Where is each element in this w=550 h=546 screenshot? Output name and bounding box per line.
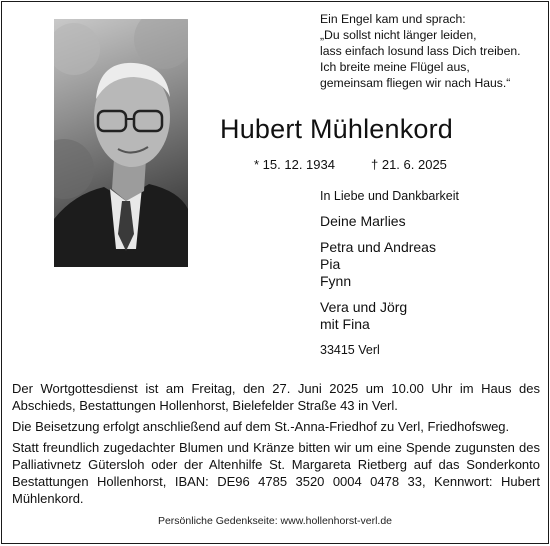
mourner-group xyxy=(320,239,540,290)
death-date: † 21. 6. 2025 xyxy=(371,157,447,172)
verse-line: Ein Engel kam und sprach: xyxy=(320,12,466,26)
life-dates xyxy=(254,157,534,172)
verse-line: Ich breite meine Flügel aus, xyxy=(320,60,470,74)
notice-body xyxy=(12,380,540,511)
mourner-name: Deine Marlies xyxy=(320,213,406,229)
mourners-intro: In Liebe und Dankbarkeit xyxy=(320,189,459,203)
mourner-group xyxy=(320,213,540,230)
donation-text: Statt freundlich zugedachter Blumen und Kränze bitten wir um eine Spende zugunsten des Palliativnetz Gütersloh oder der Altenhilfe St. Margareta Rietberg auf das Sonderkonto Bestattungen Hollenhorst, IBAN: DE96 4785 3520 0004 0478 33, Kennwort: Hubert Mühlenkord. xyxy=(12,440,540,506)
mourner-name: Petra und Andreas xyxy=(320,239,436,255)
deceased-name: Hubert Mühlenkord xyxy=(220,114,454,144)
obituary-notice xyxy=(1,1,549,544)
verse-line: „Du sollst nicht länger leiden, xyxy=(320,28,477,42)
birth-date: * 15. 12. 1934 xyxy=(254,157,335,172)
mourner-name: Fynn xyxy=(320,273,352,289)
mourner-name: Pia xyxy=(320,256,341,272)
mourners-list xyxy=(320,188,540,358)
verse-line: gemeinsam fliegen wir nach Haus.“ xyxy=(320,76,511,90)
service-text: Der Wortgottesdienst ist am Freitag, den 27. Juni 2025 um 10.00 Uhr im Haus des Abschieds, Bestattungen Hollenhorst, Bielefelder Straße 43 in Verl. xyxy=(12,381,540,413)
verse-poem xyxy=(320,11,540,91)
verse-line: lass einfach losund lass Dich treiben. xyxy=(320,44,521,58)
memorial-page-link[interactable]: Persönliche Gedenkseite: www.hollenhorst-verl.de xyxy=(157,515,393,527)
burial-text: Die Beisetzung erfolgt anschließend auf dem St.-Anna-Friedhof zu Verl, Friedhofsweg. xyxy=(12,419,510,434)
mourner-group xyxy=(320,299,540,333)
mourners-location: 33415 Verl xyxy=(320,343,380,357)
mourner-name: Vera und Jörg xyxy=(320,299,408,315)
portrait-photo xyxy=(54,19,188,267)
mourner-name: mit Fina xyxy=(320,316,370,332)
